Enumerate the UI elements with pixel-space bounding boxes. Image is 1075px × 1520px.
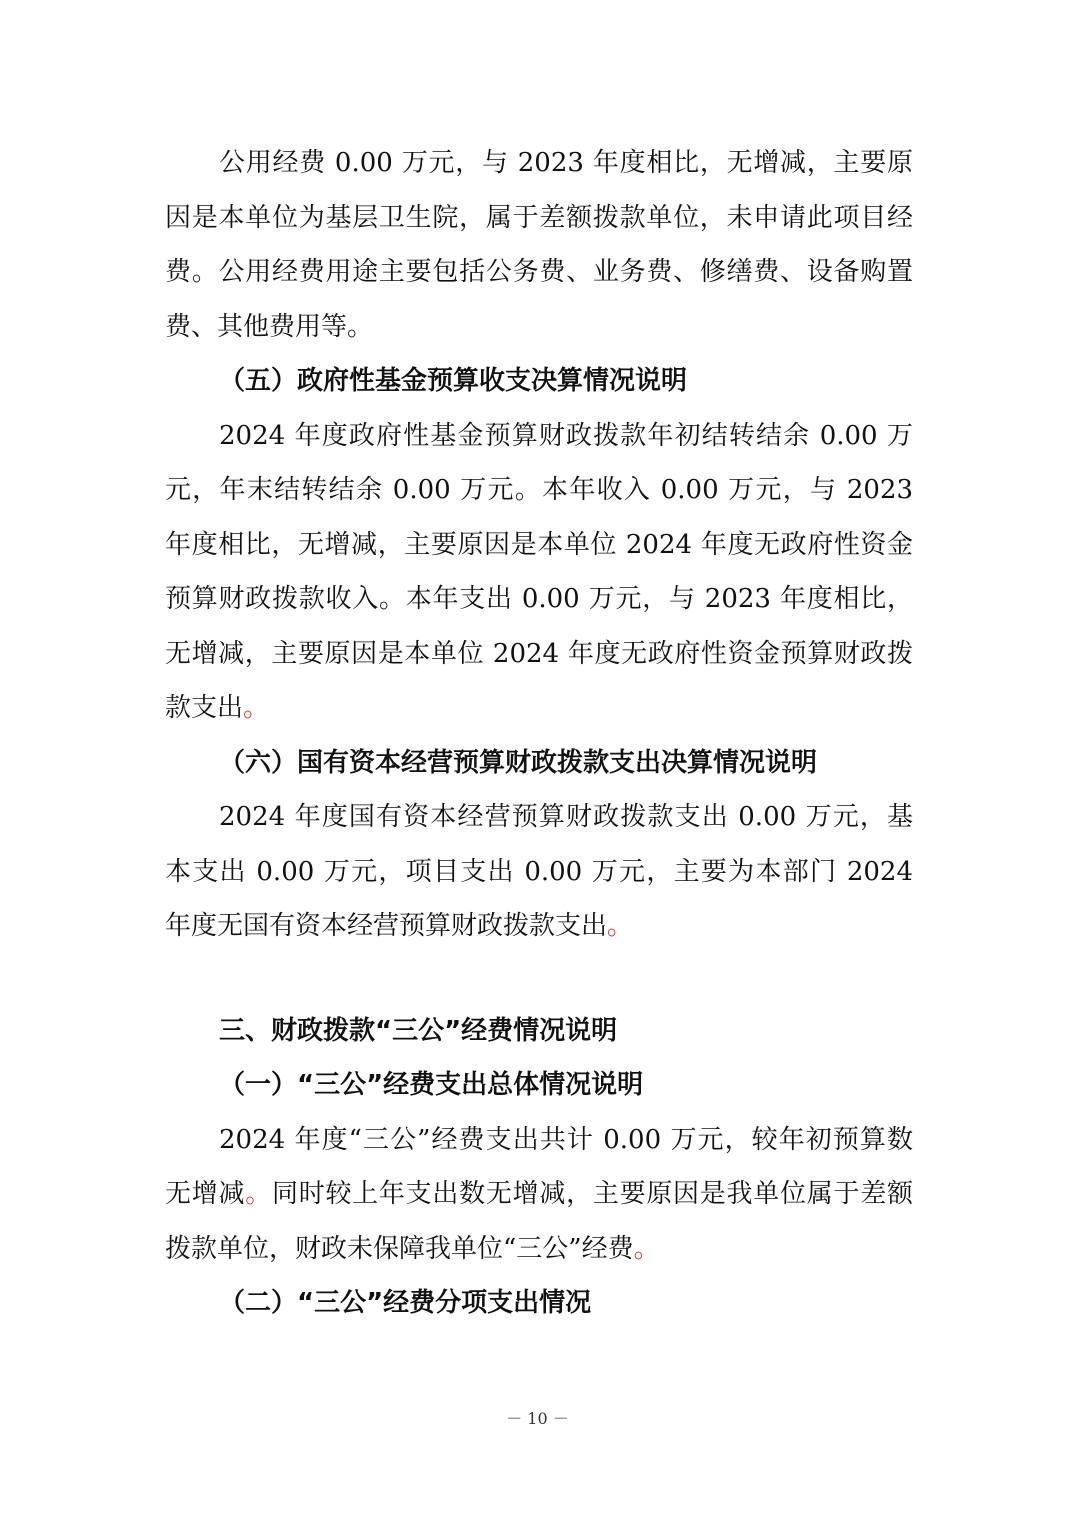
heading-three-public-overview: （一）“三公”经费支出总体情况说明 [219, 1070, 644, 1100]
red-period-mark: 。 [245, 1179, 272, 1209]
heading-three-public-itemized: （二）“三公”经费分项支出情况 [219, 1288, 592, 1318]
page-number: － 10 － [506, 1409, 569, 1428]
red-period-mark: 。 [243, 693, 270, 723]
paragraph-text: 2024 年度政府性基金预算财政拨款年初结转结余 0.00 万元，年末结转结余 0.00 万元。本年收入 0.00 万元，与 2023 年度相比，无增减，主要原因是本单位 2024 年度无政府性资金预算财政拨款收入。本年支出 0.00 万元，与 2023 年度相比，无增减，主要原因是本单位 2024 年度无政府性资金预算财政拨款支出 [165, 420, 913, 723]
paragraph-text: 公用经费 0.00 万元，与 2023 年度相比，无增减，主要原因是本单位为基层卫生院，属于差额拨款单位，未申请此项目经费。公用经费用途主要包括公务费、业务费、修缮费、设备购置费、其他费用等。 [165, 148, 913, 342]
heading-government-fund-budget: （五）政府性基金预算收支决算情况说明 [219, 366, 688, 396]
red-period-mark: 。 [633, 1233, 660, 1264]
paragraph-text-a: 2024 年度“三公”经费支出共计 0.00 万元，较年初预算数无增减 [165, 1124, 913, 1209]
red-period-mark: 。 [607, 911, 634, 941]
paragraph-public-funds [165, 136, 913, 354]
paragraph-state-capital-budget [165, 790, 913, 954]
heading-state-capital-budget: （六）国有资本经营预算财政拨款支出决算情况说明 [219, 747, 818, 778]
paragraph-government-fund-budget [165, 409, 913, 736]
document-page [165, 136, 913, 1331]
paragraph-text: 2024 年度国有资本经营预算财政拨款支出 0.00 万元，基本支出 0.00 万元，项目支出 0.00 万元，主要为本部门 2024 年度无国有资本经营预算财政拨款支出 [165, 802, 913, 941]
section-heading-three-public-expenses: 三、财政拨款“三公”经费情况说明 [219, 1015, 618, 1046]
paragraph-three-public-overview [165, 1113, 913, 1277]
paragraph-text-b: 同时较上年支出数无增减，主要原因是我单位属于差额拨款单位，财政未保障我单位“三公”经费 [165, 1179, 913, 1264]
